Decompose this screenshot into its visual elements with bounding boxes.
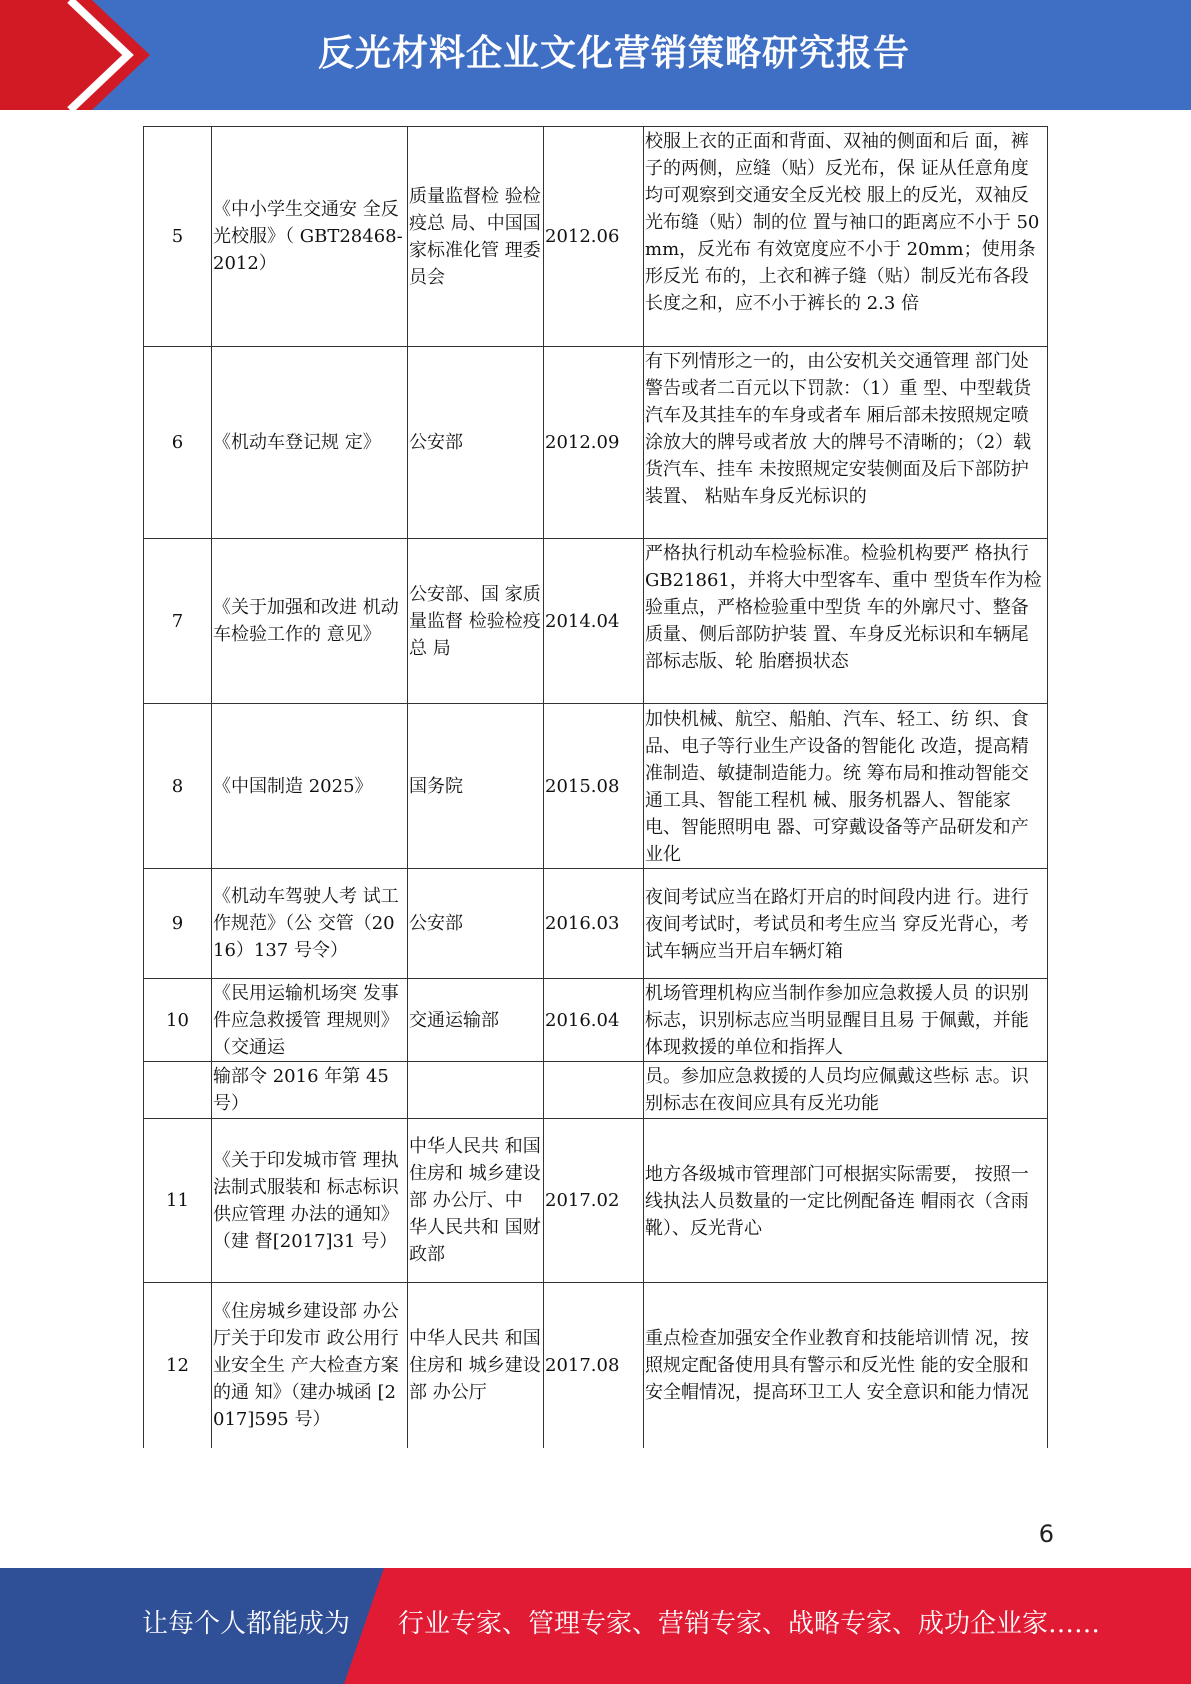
regulation-content: 员。参加应急救援的人员均应佩戴这些标 志。识别标志在夜间应具有反光功能 bbox=[644, 1062, 1048, 1119]
issue-date: 2016.04 bbox=[544, 979, 644, 1062]
table-row bbox=[144, 1062, 1048, 1119]
table-row bbox=[144, 1119, 1048, 1283]
regulation-content: 加快机械、航空、船舶、汽车、轻工、纺 织、食品、电子等行业生产设备的智能化 改造，提高精准制造、敏捷制造能力。统 筹布局和推动智能交通工具、智能工程机 械、服务机器人、智能家电、智能照明电 器、可穿戴设备等产品研发和产业化 bbox=[644, 704, 1048, 869]
issuing-authority: 国务院 bbox=[408, 704, 544, 869]
regulation-name: 《关于印发城市管 理执法制式服装和 标志标识供应管理 办法的通知》（建 督[2017]31 号） bbox=[212, 1119, 408, 1283]
issuing-authority: 公安部 bbox=[408, 869, 544, 979]
regulation-name: 《机动车登记规 定》 bbox=[212, 347, 408, 539]
row-number bbox=[144, 1062, 212, 1119]
row-number: 12 bbox=[144, 1283, 212, 1448]
footer-slogan-left: 让每个人都能成为 bbox=[142, 1609, 351, 1639]
table-row bbox=[144, 1283, 1048, 1448]
issue-date: 2016.03 bbox=[544, 869, 644, 979]
regulation-name: 《住房城乡建设部 办公厅关于印发市 政公用行业安全生 产大检查方案的通 知》（建办城函 [2017]595 号） bbox=[212, 1283, 408, 1448]
issue-date: 2012.06 bbox=[544, 127, 644, 347]
report-title: 反光材料企业文化营销策略研究报告 bbox=[318, 33, 911, 74]
issuing-authority: 交通运输部 bbox=[408, 979, 544, 1062]
issue-date bbox=[544, 1062, 644, 1119]
table-row bbox=[144, 979, 1048, 1062]
issue-date: 2017.08 bbox=[544, 1283, 644, 1448]
issue-date: 2015.08 bbox=[544, 704, 644, 869]
regulation-content: 有下列情形之一的，由公安机关交通管理 部门处警告或者二百元以下罚款：（1）重 型、中型载货汽车及其挂车的车身或者车 厢后部未按照规定喷涂放大的牌号或者放 大的牌号不清晰的；（2）载货汽车、挂车 未按照规定安装侧面及后下部防护装置、 粘贴车身反光标识的 bbox=[644, 347, 1048, 539]
regulation-name: 《中小学生交通安 全反光校服》（ GBT28468-2012） bbox=[212, 127, 408, 347]
row-number: 5 bbox=[144, 127, 212, 347]
issuing-authority: 公安部 bbox=[408, 347, 544, 539]
issuing-authority: 中华人民共 和国住房和 城乡建设部 办公厅 bbox=[408, 1283, 544, 1448]
regulation-name: 输部令 2016 年第 45 号） bbox=[212, 1062, 408, 1119]
regulation-name: 《民用运输机场突 发事件应急救援管 理规则》（交通运 bbox=[212, 979, 408, 1062]
regulation-content: 严格执行机动车检验标准。检验机构要严 格执行 GB21861，并将大中型客车、重中 型货车作为检验重点，严格检验重中型货 车的外廓尺寸、整备质量、侧后部防护装 置、车身反光标识和车辆尾部标志版、轮 胎磨损状态 bbox=[644, 539, 1048, 704]
issuing-authority: 公安部、国 家质量监督 检验检疫总 局 bbox=[408, 539, 544, 704]
table-row bbox=[144, 127, 1048, 347]
page-footer bbox=[0, 1568, 1191, 1684]
regulation-content: 校服上衣的正面和背面、双袖的侧面和后 面，裤子的两侧，应缝（贴）反光布，保 证从任意角度均可观察到交通安全反光校 服上的反光，双袖反光布缝（贴）制的位 置与袖口的距离应不小于 50mm，反光布 有效宽度应不小于 20mm；使用条形反光 布的，上衣和裤子缝（贴）制反光布各段 长度之和，应不小于裤长的 2.3 倍 bbox=[644, 127, 1048, 347]
footer-slogan-right: 行业专家、管理专家、营销专家、战略专家、成功企业家…… bbox=[398, 1609, 1101, 1639]
regulation-name: 《机动车驾驶人考 试工作规范》（公 交管（2016）137 号令） bbox=[212, 869, 408, 979]
regulation-content: 机场管理机构应当制作参加应急救援人员 的识别标志，识别标志应当明显醒目且易 于佩戴，并能体现救援的单位和指挥人 bbox=[644, 979, 1048, 1062]
regulation-content: 重点检查加强安全作业教育和技能培训情 况，按照规定配备使用具有警示和反光性 能的安全服和安全帽情况，提高环卫工人 安全意识和能力情况 bbox=[644, 1283, 1048, 1448]
table-row bbox=[144, 869, 1048, 979]
row-number: 6 bbox=[144, 347, 212, 539]
table-row bbox=[144, 347, 1048, 539]
table-row bbox=[144, 704, 1048, 869]
regulation-name: 《关于加强和改进 机动车检验工作的 意见》 bbox=[212, 539, 408, 704]
row-number: 10 bbox=[144, 979, 212, 1062]
row-number: 8 bbox=[144, 704, 212, 869]
policy-table bbox=[143, 126, 1048, 1448]
page-number: 6 bbox=[1038, 1520, 1054, 1548]
issuing-authority bbox=[408, 1062, 544, 1119]
regulation-content: 地方各级城市管理部门可根据实际需要， 按照一线执法人员数量的一定比例配备连 帽雨衣（含雨靴）、反光背心 bbox=[644, 1119, 1048, 1283]
issue-date: 2017.02 bbox=[544, 1119, 644, 1283]
regulation-content: 夜间考试应当在路灯开启的时间段内进 行。进行夜间考试时，考试员和考生应当 穿反光背心，考试车辆应当开启车辆灯箱 bbox=[644, 869, 1048, 979]
issue-date: 2012.09 bbox=[544, 347, 644, 539]
row-number: 9 bbox=[144, 869, 212, 979]
issuing-authority: 质量监督检 验检疫总 局、中国国 家标准化管 理委员会 bbox=[408, 127, 544, 347]
table-row bbox=[144, 539, 1048, 704]
row-number: 11 bbox=[144, 1119, 212, 1283]
issue-date: 2014.04 bbox=[544, 539, 644, 704]
issuing-authority: 中华人民共 和国住房和 城乡建设部 办公厅、中 华人民共和 国财政部 bbox=[408, 1119, 544, 1283]
regulation-name: 《中国制造 2025》 bbox=[212, 704, 408, 869]
row-number: 7 bbox=[144, 539, 212, 704]
page-header bbox=[0, 0, 1191, 110]
